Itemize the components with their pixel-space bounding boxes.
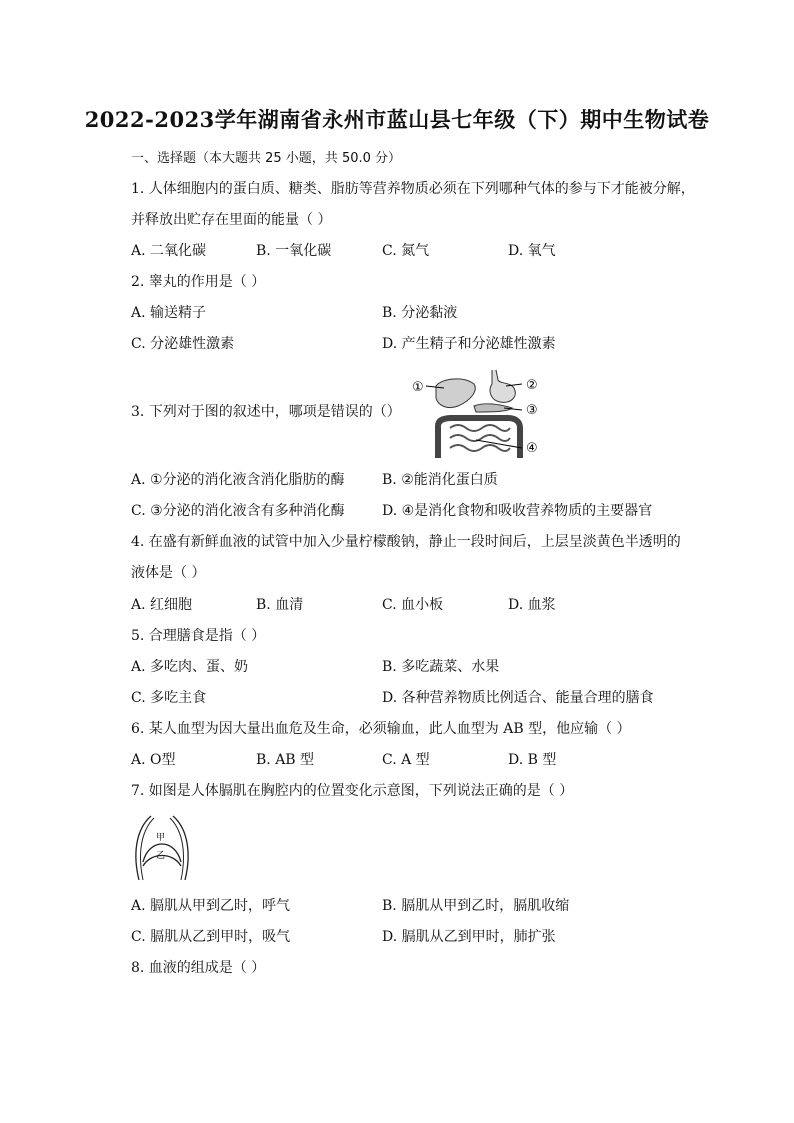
- question-4-line-1: 4. 在盛有新鲜血液的试管中加入少量柠檬酸钠，静止一段时间后，上层呈淡黄色半透明的: [131, 534, 681, 550]
- question-1-option-c: C. 氮气: [382, 243, 430, 259]
- question-8-line-1: 8. 血液的组成是（ ）: [131, 960, 266, 976]
- question-3-option-c: C. ③分泌的消化液含有多种消化酶: [131, 503, 345, 519]
- diaphragm-label-yi: 乙: [156, 851, 166, 861]
- question-4-option-a: A. 红细胞: [131, 597, 193, 613]
- question-2-option-a: A. 输送精子: [131, 305, 207, 321]
- diaphragm-figure: [131, 812, 193, 882]
- question-1-line-1: 1. 人体细胞内的蛋白质、糖类、脂肪等营养物质必须在下列哪种气体的参与下才能被分解，: [131, 181, 695, 197]
- question-4-line-2: 液体是（ ）: [131, 565, 206, 581]
- question-2-line-1: 2. 睾丸的作用是（ ）: [131, 274, 266, 290]
- question-3-option-a: A. ①分泌的消化液含消化脂肪的酶: [131, 472, 345, 488]
- question-2-option-d: D. 产生精子和分泌雄性激素: [382, 336, 556, 352]
- question-3-line-1: 3. 下列对于图的叙述中，哪项是错误的（）: [131, 404, 401, 420]
- question-1-option-d: D. 氧气: [508, 243, 556, 259]
- figure-label-2: ②: [526, 378, 538, 393]
- page-title: 2022-2023学年湖南省永州市蓝山县七年级（下）期中生物试卷: [84, 107, 710, 132]
- question-6-line-1: 6. 某人血型为因大量出血危及生命，必须输血，此人血型为 AB 型，他应输（ ）: [131, 721, 631, 737]
- question-3-option-d: D. ④是消化食物和吸收营养物质的主要器官: [382, 503, 653, 519]
- question-2-option-b: B. 分泌黏液: [382, 305, 458, 321]
- figure-label-1: ①: [412, 380, 424, 395]
- question-7-line-1: 7. 如图是人体膈肌在胸腔内的位置变化示意图，下列说法正确的是（ ）: [131, 783, 574, 799]
- question-4-option-d: D. 血浆: [508, 597, 556, 613]
- question-7-option-c: C. 膈肌从乙到甲时，吸气: [131, 929, 291, 945]
- question-4-option-b: B. 血清: [256, 597, 304, 613]
- section-heading: 一、选择题（本大题共 25 小题，共 50.0 分）: [131, 151, 402, 166]
- question-5-option-d: D. 各种营养物质比例适合、能量合理的膳食: [382, 690, 654, 706]
- figure-label-4: ④: [526, 441, 538, 456]
- digestive-system-figure: [408, 366, 558, 458]
- question-3-option-b: B. ②能消化蛋白质: [382, 472, 498, 488]
- question-6-option-d: D. B 型: [508, 752, 557, 768]
- question-4-option-c: C. 血小板: [382, 597, 444, 613]
- question-5-option-b: B. 多吃蔬菜、水果: [382, 659, 500, 675]
- diaphragm-label-jia: 甲: [156, 833, 166, 843]
- question-1-line-2: 并释放出贮存在里面的能量（ ）: [131, 212, 332, 228]
- question-5-line-1: 5. 合理膳食是指（ ）: [131, 628, 266, 644]
- question-6-option-b: B. AB 型: [256, 752, 315, 768]
- question-7-option-b: B. 膈肌从甲到乙时，膈肌收缩: [382, 898, 570, 914]
- question-2-option-c: C. 分泌雄性激素: [131, 336, 235, 352]
- question-5-option-a: A. 多吃肉、蛋、奶: [131, 659, 249, 675]
- question-6-option-a: A. O型: [131, 752, 176, 768]
- question-6-option-c: C. A 型: [382, 752, 430, 768]
- figure-label-3: ③: [526, 403, 538, 418]
- question-1-option-b: B. 一氧化碳: [256, 243, 332, 259]
- question-1-option-a: A. 二氧化碳: [131, 243, 207, 259]
- question-5-option-c: C. 多吃主食: [131, 690, 207, 706]
- question-7-option-a: A. 膈肌从甲到乙时，呼气: [131, 898, 291, 914]
- question-7-option-d: D. 膈肌从乙到甲时，肺扩张: [382, 929, 556, 945]
